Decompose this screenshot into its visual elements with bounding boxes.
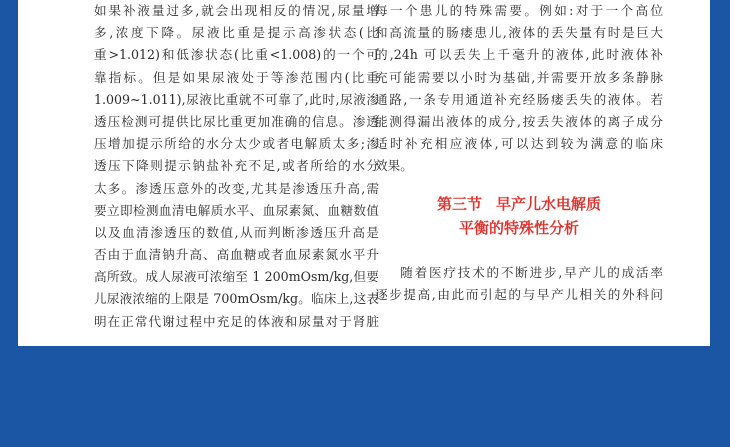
body-text-line: 以及血清渗透压的数值,从而判断渗透压升高是 <box>94 224 379 240</box>
body-text-line: 的,24h 可以丢失上千毫升的液体,此时液体补 <box>375 47 663 63</box>
body-text-line: 适时补充相应液体,可以达到较为满意的临床 <box>375 136 663 152</box>
body-text-line: 能测得漏出液体的成分,按丢失液体的离子成分 <box>375 113 663 129</box>
book-page <box>18 0 710 346</box>
section-heading <box>375 192 663 216</box>
right-text-column <box>375 0 663 306</box>
body-text-line: 随着医疗技术的不断进步,早产儿的成活率 <box>400 264 663 280</box>
body-text-line: 如果补液量过多,就会出现相反的情况,尿量增 <box>94 3 379 18</box>
body-text-line: 效果。 <box>375 158 413 174</box>
body-text-line: 透压检测可提供比尿比重更加准确的信息。渗透 <box>94 113 379 129</box>
body-text-line: 明在正常代谢过程中充足的体液和尿量对于肾脏 <box>94 313 379 329</box>
body-text-line: 通路,一条专用通道补充经肠瘘丢失的液体。若 <box>375 91 663 107</box>
body-text-line: 儿尿液浓缩的上限是 700mOsm/kg。临床上,这表 <box>94 291 379 307</box>
section-number: 第三节 <box>436 194 482 213</box>
body-text-line: 透压下降则提示钠盐补充不足,或者所给的水分 <box>94 158 379 174</box>
body-text-line: 逐步提高,由此而引起的与早产儿相关的外科问 <box>375 286 663 302</box>
body-text-line: 每一个患儿的特殊需要。例如:对于一个高位 <box>375 3 663 18</box>
body-text-line: 1.009~1.011),尿液比重就不可靠了,此时,尿液渗 <box>94 91 379 107</box>
body-text-line: 靠指标。但是如果尿液处于等渗范围内(比重 <box>94 69 379 85</box>
body-text-line: 和高流量的肠瘘患儿,液体的丢失量有时是巨大 <box>375 25 663 41</box>
body-text-line: 要立即检测血清电解质水平、血尿素氮、血糖数值 <box>94 202 379 218</box>
section-title-line2: 平衡的特殊性分析 <box>458 218 579 237</box>
section-title-line1: 早产儿水电解质 <box>496 194 602 213</box>
body-text-line: 否由于血清钠升高、高血糖或者血尿素氮水平升 <box>94 247 379 263</box>
body-text-line: 充可能需要以小时为基础,并需要开放多条静脉 <box>375 69 663 85</box>
body-text-line: 压增加提示所给的水分太少或者电解质太多;渗 <box>94 136 379 152</box>
body-text-line: 重>1.012)和低渗状态(比重<1.008)的一个可 <box>94 47 379 63</box>
body-text-line: 高所致。成人尿液可浓缩至 1 200mOsm/kg,但要 <box>94 269 379 285</box>
body-text-line: 多,浓度下降。尿液比重是提示高渗状态(比 <box>94 25 379 41</box>
body-text-line: 太多。渗透压意外的改变,尤其是渗透压升高,需 <box>94 180 379 196</box>
left-text-column <box>94 0 379 333</box>
